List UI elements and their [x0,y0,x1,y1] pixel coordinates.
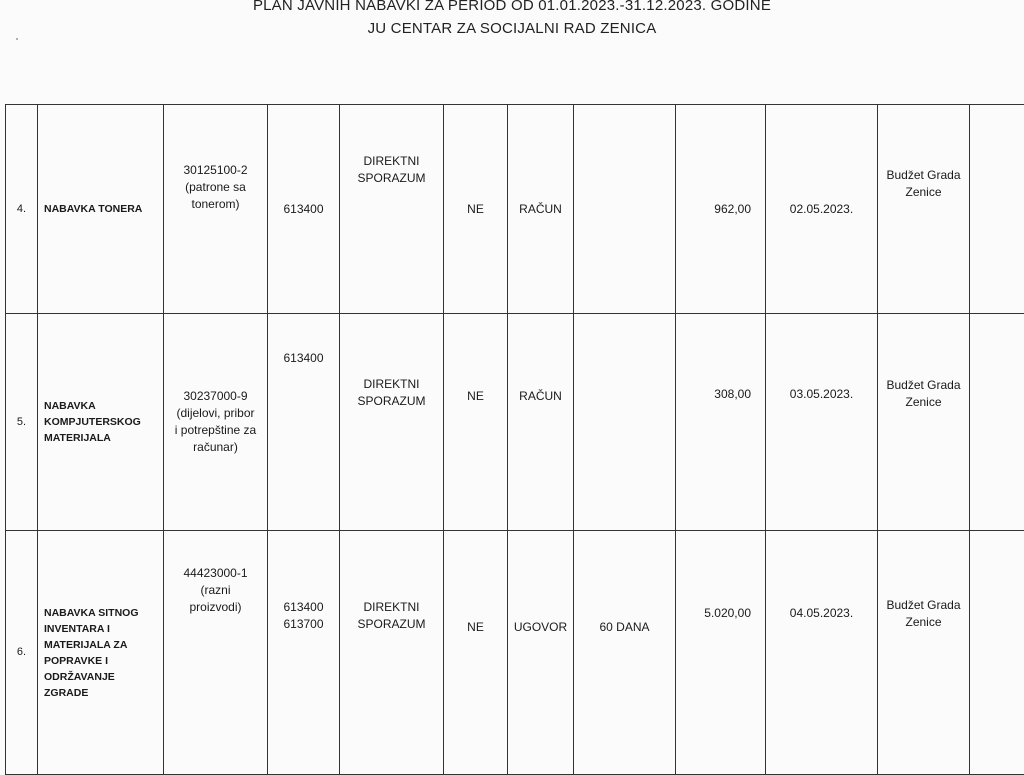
cpv-line: 44423000-1 [167,565,264,582]
cpv-line: (dijelovi, pribor [167,405,264,422]
deadline: 60 DANA [574,531,676,775]
cpv-line: 30237000-9 [167,388,264,405]
cpv-line: i potrepštine za [167,422,264,439]
account-code [268,105,340,314]
procedure-line: DIREKTNI [343,376,440,393]
empty-cell [970,314,1024,531]
funding-line: Budžet Grada [881,597,966,614]
date: 02.05.2023. [766,105,878,314]
account-code [268,314,340,531]
procedure-type [340,314,444,531]
funding-line: Zenice [881,394,966,411]
row-number: 6. [6,531,38,775]
item-name: NABAVKA TONERA [38,105,164,314]
contract-type: RAČUN [508,314,574,531]
cpv-line: (razni [167,582,264,599]
account-code [268,531,340,775]
cpv-line: tonerom) [167,196,264,213]
cpv-line: proizvodi) [167,599,264,616]
procedure-type [340,531,444,775]
scan-speck [16,38,18,40]
procedure-type [340,105,444,314]
date: 04.05.2023. [766,531,878,775]
account-value: 613400 [271,599,336,616]
cpv-line: računar) [167,439,264,456]
flag-value: NE [444,531,508,775]
account-value: 613700 [271,616,336,633]
deadline [574,105,676,314]
table-row [6,531,1024,775]
procurement-plan-table [5,104,1024,775]
procedure-line: DIREKTNI [343,599,440,616]
funding-source [878,314,970,531]
institution-name: JU CENTAR ZA SOCIJALNI RAD ZENICA [0,20,1024,37]
empty-cell [970,531,1024,775]
cpv-line: (patrone sa [167,179,264,196]
item-name: NABAVKA KOMPJUTERSKOG MATERIJALA [38,314,164,531]
procedure-line: SPORAZUM [343,616,440,633]
procedure-line: SPORAZUM [343,170,440,187]
contract-type: UGOVOR [508,531,574,775]
funding-line: Budžet Grada [881,167,966,184]
amount: 5.020,00 [676,531,766,775]
flag-value: NE [444,314,508,531]
row-number: 5. [6,314,38,531]
cpv-line: 30125100-2 [167,162,264,179]
table-row [6,105,1024,314]
contract-type: RAČUN [508,105,574,314]
amount: 308,00 [676,314,766,531]
funding-line: Zenice [881,614,966,631]
flag-value: NE [444,105,508,314]
procedure-line: DIREKTNI [343,153,440,170]
document-title: PLAN JAVNIH NABAVKI ZA PERIOD OD 01.01.2023.-31.12.2023. GODINE [0,0,1024,14]
cpv-code [164,531,268,775]
account-value: 613400 [283,202,323,216]
account-value: 613400 [283,351,323,365]
empty-cell [970,105,1024,314]
row-number: 4. [6,105,38,314]
item-name: NABAVKA SITNOG INVENTARA I MATERIJALA ZA POPRAVKE I ODRŽAVANJE ZGRADE [38,531,164,775]
funding-source [878,531,970,775]
amount: 962,00 [676,105,766,314]
funding-source [878,105,970,314]
cpv-code [164,105,268,314]
deadline [574,314,676,531]
funding-line: Budžet Grada [881,377,966,394]
funding-line: Zenice [881,184,966,201]
date: 03.05.2023. [766,314,878,531]
cpv-code [164,314,268,531]
table-row [6,314,1024,531]
procedure-line: SPORAZUM [343,393,440,410]
